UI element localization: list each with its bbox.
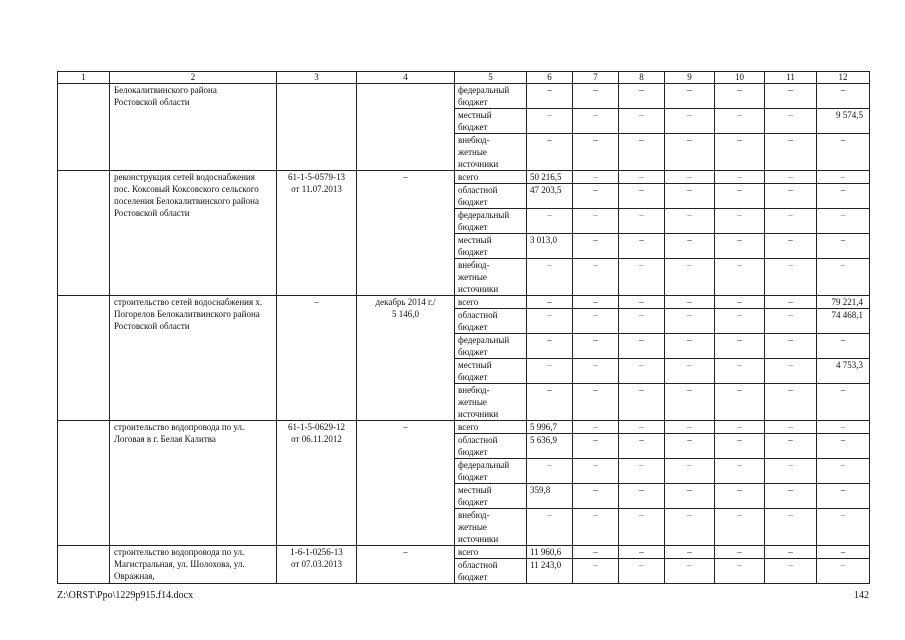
table-row [58,84,870,109]
column-number: 12 [817,72,870,84]
column-number: 3 [277,72,357,84]
value-cell: – [715,109,765,134]
value-cell: – [817,184,870,209]
value-cell: – [817,84,870,109]
value-cell: – [573,209,619,234]
page-number: 142 [854,590,869,601]
value-cell: 74 468,1 [817,309,870,334]
value-cell: – [665,546,715,559]
value-cell: – [573,559,619,584]
row-number-cell [58,171,110,296]
column-number: 8 [619,72,665,84]
value-cell: – [765,359,817,384]
value-cell: – [715,484,765,509]
table-row [58,171,870,184]
value-cell: – [527,209,573,234]
funding-source: областной бюджет [455,434,527,459]
value-cell: – [527,384,573,421]
value-cell: – [619,559,665,584]
value-cell: – [817,559,870,584]
funding-source: местный бюджет [455,234,527,259]
budget-table [57,71,870,584]
value-cell: – [619,384,665,421]
value-cell: – [573,546,619,559]
value-cell: – [619,184,665,209]
value-cell: – [665,509,715,546]
value-cell: – [665,109,715,134]
row-number-cell [58,421,110,546]
funding-source: областной бюджет [455,309,527,334]
value-cell: 3 013,0 [527,234,573,259]
table-row [58,296,870,309]
value-cell: – [817,334,870,359]
value-cell: – [619,109,665,134]
value-cell: – [715,234,765,259]
value-cell: – [765,234,817,259]
value-cell: 9 574,5 [817,109,870,134]
value-cell: – [619,309,665,334]
value-cell: – [573,109,619,134]
value-cell: – [527,259,573,296]
value-cell: – [665,171,715,184]
completion-info: – [357,546,455,584]
value-cell: – [573,384,619,421]
value-cell: – [619,359,665,384]
value-cell: – [817,209,870,234]
value-cell: – [765,546,817,559]
value-cell: – [665,259,715,296]
funding-source: всего [455,546,527,559]
value-cell: – [715,84,765,109]
funding-source: внебюд- жетные источники [455,259,527,296]
column-number: 11 [765,72,817,84]
column-number: 7 [573,72,619,84]
value-cell: – [665,434,715,459]
value-cell: – [765,484,817,509]
value-cell: – [527,459,573,484]
value-cell: – [765,296,817,309]
value-cell: – [573,434,619,459]
value-cell: – [715,459,765,484]
value-cell: – [619,334,665,359]
funding-source: местный бюджет [455,109,527,134]
value-cell: – [765,434,817,459]
value-cell: – [665,334,715,359]
column-number: 2 [110,72,277,84]
completion-info [357,84,455,171]
value-cell: – [715,171,765,184]
value-cell: – [715,434,765,459]
object-name: строительство водопровода по ул. Магистральная, ул. Шолохова, ул. Овражная, [110,546,277,584]
value-cell: 4 753,3 [817,359,870,384]
value-cell: – [715,209,765,234]
value-cell: – [765,259,817,296]
value-cell: – [573,84,619,109]
value-cell: – [619,171,665,184]
value-cell: – [527,109,573,134]
value-cell: – [619,259,665,296]
funding-source: внебюд- жетные источники [455,134,527,171]
column-number: 1 [58,72,110,84]
value-cell: – [765,171,817,184]
value-cell: – [665,184,715,209]
funding-source: областной бюджет [455,559,527,584]
value-cell: – [715,184,765,209]
value-cell: – [619,134,665,171]
value-cell: – [665,421,715,434]
value-cell: – [765,559,817,584]
funding-source: всего [455,296,527,309]
value-cell: – [765,184,817,209]
permit-info: 1-6-1-0256-13 от 07.03.2013 [277,546,357,584]
column-number: 9 [665,72,715,84]
permit-info: 61-1-5-0579-13 от 11.07.2013 [277,171,357,296]
value-cell: – [573,184,619,209]
value-cell: – [665,296,715,309]
value-cell: – [817,171,870,184]
value-cell: – [765,84,817,109]
value-cell: – [573,484,619,509]
value-cell: – [619,234,665,259]
value-cell: – [619,459,665,484]
value-cell: – [765,509,817,546]
permit-info: – [277,296,357,421]
value-cell: – [765,334,817,359]
column-number: 4 [357,72,455,84]
value-cell: – [715,296,765,309]
header-row [58,72,870,84]
value-cell: – [573,421,619,434]
value-cell: 11 243,0 [527,559,573,584]
value-cell: – [619,296,665,309]
value-cell: – [619,84,665,109]
object-name: строительство сетей водоснабжения х. Погорелов Белокалитвинского района Ростовской области [110,296,277,421]
row-number-cell [58,296,110,421]
value-cell: – [715,359,765,384]
value-cell: – [573,234,619,259]
column-number: 10 [715,72,765,84]
value-cell: – [573,296,619,309]
value-cell: – [573,134,619,171]
value-cell: – [765,384,817,421]
row-number-cell [58,84,110,171]
value-cell: – [765,109,817,134]
row-number-cell [58,546,110,584]
funding-source: федеральный бюджет [455,209,527,234]
table-row [58,546,870,559]
value-cell: – [665,459,715,484]
value-cell: 79 221,4 [817,296,870,309]
table-row [58,421,870,434]
value-cell: – [619,421,665,434]
funding-source: внебюд- жетные источники [455,384,527,421]
object-name: Белокалитвинского района Ростовской области [110,84,277,171]
column-number: 5 [455,72,527,84]
value-cell: – [619,484,665,509]
value-cell: – [527,334,573,359]
value-cell: – [619,434,665,459]
value-cell: – [817,234,870,259]
value-cell: – [715,259,765,296]
value-cell: – [573,171,619,184]
value-cell: – [619,546,665,559]
value-cell: 359,8 [527,484,573,509]
value-cell: – [665,359,715,384]
value-cell: – [817,459,870,484]
value-cell: – [715,384,765,421]
value-cell: – [665,84,715,109]
completion-info: – [357,421,455,546]
file-path: Z:\ORST\Ppo\1229p915.f14.docx [57,590,194,601]
value-cell: 47 203,5 [527,184,573,209]
value-cell: – [765,134,817,171]
value-cell: – [765,309,817,334]
value-cell: – [527,84,573,109]
value-cell: – [817,421,870,434]
value-cell: – [665,309,715,334]
value-cell: 5 996,7 [527,421,573,434]
permit-info: 61-1-5-0629-12 от 06.11.2012 [277,421,357,546]
value-cell: – [573,509,619,546]
value-cell: – [817,134,870,171]
value-cell: 11 960,6 [527,546,573,559]
value-cell: – [665,384,715,421]
value-cell: – [817,434,870,459]
value-cell: – [665,209,715,234]
value-cell: – [817,259,870,296]
value-cell: – [573,459,619,484]
funding-source: областной бюджет [455,184,527,209]
value-cell: – [817,484,870,509]
value-cell: – [527,134,573,171]
funding-source: внебюд- жетные источники [455,509,527,546]
completion-info: декабрь 2014 г./ 5 146,0 [357,296,455,421]
value-cell: – [665,134,715,171]
value-cell: – [817,509,870,546]
value-cell: 5 636,9 [527,434,573,459]
column-number: 6 [527,72,573,84]
funding-source: местный бюджет [455,359,527,384]
value-cell: – [765,459,817,484]
object-name: реконструкция сетей водоснабжения пос. Коксовый Коксовского сельского поселения Белокалитвинского района Ростовской области [110,171,277,296]
value-cell: – [765,421,817,434]
value-cell: – [715,546,765,559]
value-cell: 50 216,5 [527,171,573,184]
value-cell: – [715,559,765,584]
value-cell: – [527,309,573,334]
value-cell: – [817,384,870,421]
completion-info: – [357,171,455,296]
value-cell: – [765,209,817,234]
value-cell: – [619,509,665,546]
object-name: строительство водопровода по ул. Логовая в г. Белая Калитва [110,421,277,546]
value-cell: – [715,134,765,171]
value-cell: – [527,296,573,309]
value-cell: – [527,509,573,546]
funding-source: местный бюджет [455,484,527,509]
permit-info [277,84,357,171]
value-cell: – [573,359,619,384]
funding-source: федеральный бюджет [455,459,527,484]
funding-source: всего [455,171,527,184]
value-cell: – [715,309,765,334]
value-cell: – [665,559,715,584]
value-cell: – [573,334,619,359]
value-cell: – [619,209,665,234]
value-cell: – [665,234,715,259]
funding-source: всего [455,421,527,434]
value-cell: – [715,509,765,546]
value-cell: – [715,334,765,359]
funding-source: федеральный бюджет [455,84,527,109]
value-cell: – [665,484,715,509]
value-cell: – [817,546,870,559]
value-cell: – [573,259,619,296]
value-cell: – [715,421,765,434]
value-cell: – [573,309,619,334]
value-cell: – [527,359,573,384]
funding-source: федеральный бюджет [455,334,527,359]
